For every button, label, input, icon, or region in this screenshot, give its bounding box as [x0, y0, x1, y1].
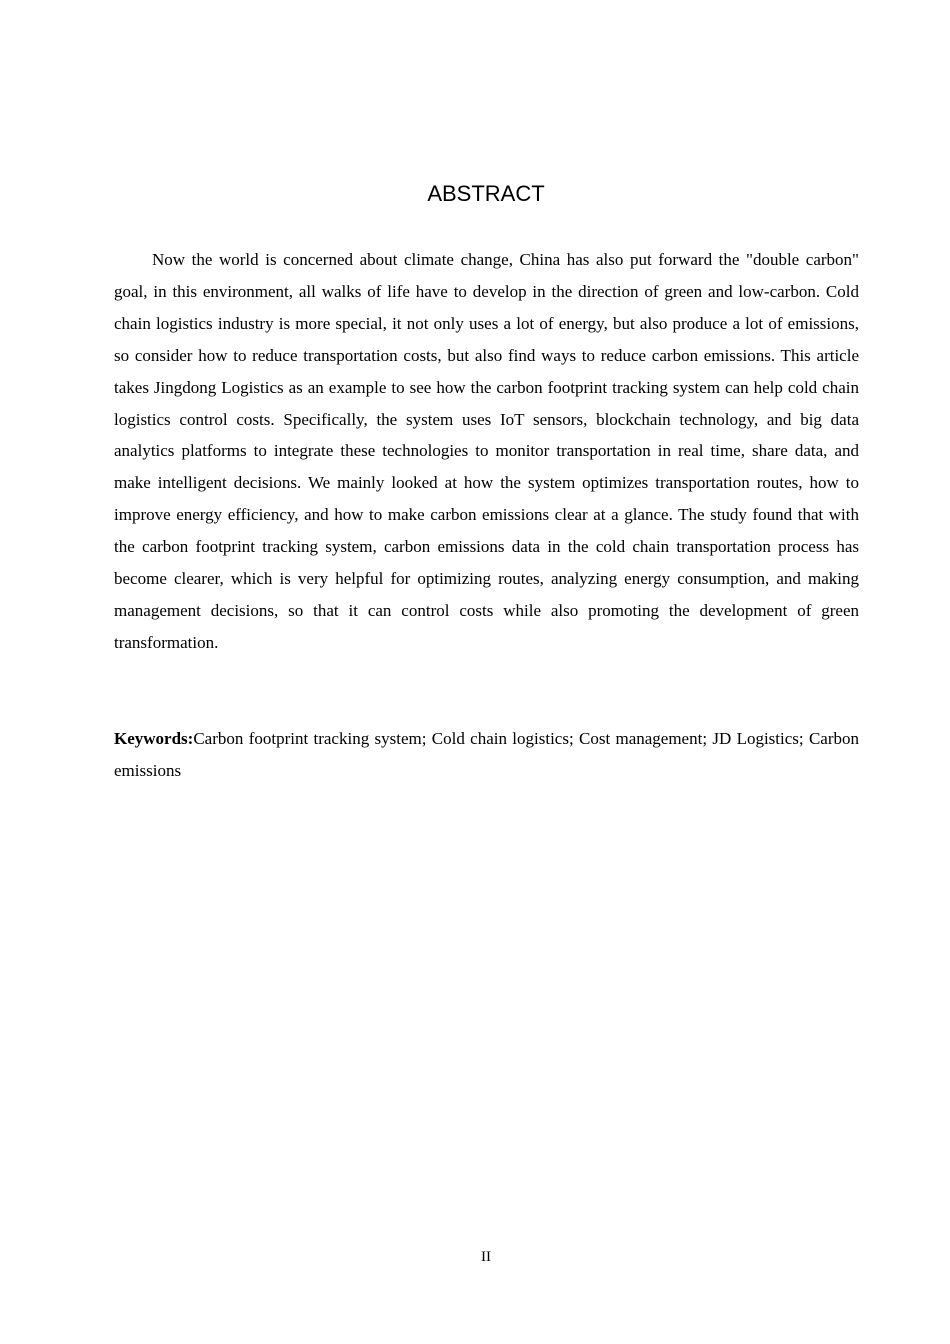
page-number: II [481, 1249, 491, 1265]
abstract-title: ABSTRACT [427, 181, 545, 206]
keywords-text: Carbon footprint tracking system; Cold chain logistics; Cost management; JD Logistics; Carbon emissions [114, 729, 859, 780]
keywords-paragraph [114, 723, 859, 787]
keywords-label: Keywords: [114, 729, 194, 748]
abstract-body: Now the world is concerned about climate change, China has also put forward the "double carbon" goal, in this environment, all walks of life have to develop in the direction of green and low-carbon. Cold chain logistics industry is more special, it not only uses a lot of energy, but also produce a lot of emissions, so consider how to reduce transportation costs, but also find ways to reduce carbon emissions. This article takes Jingdong Logistics as an example to see how the carbon footprint tracking system can help cold chain logistics control costs. Specifically, the system uses IoT sensors, blockchain technology, and big data analytics platforms to integrate these technologies to monitor transportation in real time, share data, and make intelligent decisions. We mainly looked at how the system optimizes transportation routes, how to improve energy efficiency, and how to make carbon emissions clear at a glance. The study found that with the carbon footprint tracking system, carbon emissions data in the cold chain transportation process has become clearer, which is very helpful for optimizing routes, analyzing energy consumption, and making management decisions, so that it can control costs while also promoting the development of green transformation. [114, 250, 859, 652]
